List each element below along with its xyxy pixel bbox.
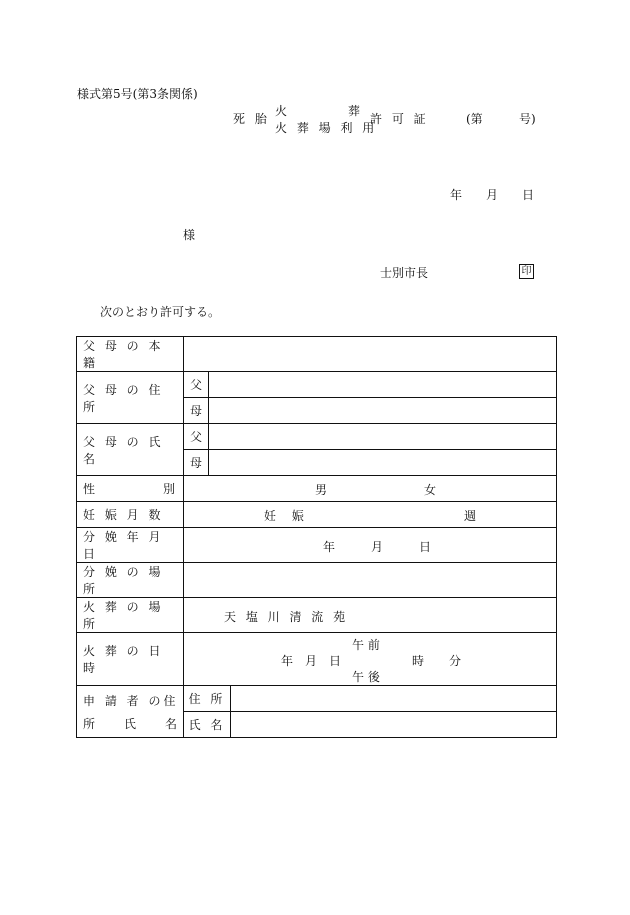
applicant-address-label: 住 所 <box>184 686 231 712</box>
number-open: (第 <box>466 112 483 126</box>
name-father-field[interactable] <box>209 424 557 450</box>
pregnancy-unit: 週 <box>464 509 477 523</box>
address-mother-label: 母 <box>184 398 209 424</box>
pregnancy-prefix: 妊 娠 <box>264 509 304 523</box>
female-option[interactable]: 女 <box>424 483 437 497</box>
addressee-suffix: 様 <box>183 228 196 242</box>
title-top-right: 葬 <box>348 104 361 118</box>
pregnancy-field[interactable] <box>184 502 557 528</box>
intro-text: 次のとおり許可する。 <box>100 305 221 319</box>
form-number: 様式第5号(第3条関係) <box>77 87 198 101</box>
issuer-name: 士別市長 <box>380 266 429 280</box>
name-label: 父 母 の 氏 名 <box>77 424 184 476</box>
applicant-name-field[interactable] <box>231 712 557 738</box>
cremation-place-field[interactable] <box>184 598 557 633</box>
birth-month: 月 <box>371 539 384 554</box>
birth-place-label: 分 娩 の 場 所 <box>77 563 184 598</box>
applicant-label: 申 請 者 の住 所 氏 名 <box>77 686 184 738</box>
date-year: 年 <box>450 188 463 202</box>
birth-day: 日 <box>419 539 432 554</box>
cremation-place-label: 火 葬 の 場 所 <box>77 598 184 633</box>
am-label[interactable]: 午 前 <box>352 638 380 652</box>
name-father-label: 父 <box>184 424 209 450</box>
birth-place-field[interactable] <box>184 563 557 598</box>
title-top-left: 火 <box>275 104 288 118</box>
honseki-label: 父 母 の 本 籍 <box>77 337 184 372</box>
cremation-time-field[interactable] <box>184 633 557 686</box>
birth-date-label: 分 娩 年 月 日 <box>77 528 184 563</box>
number-close: 号) <box>519 112 536 126</box>
cremation-time-label: 火 葬 の 日 時 <box>77 633 184 686</box>
time-min: 分 <box>449 654 462 668</box>
applicant-name-label: 氏 名 <box>184 712 231 738</box>
name-mother-field[interactable] <box>209 450 557 476</box>
birth-date-field[interactable] <box>184 528 557 563</box>
title-bottom: 火 葬 場 利 用 <box>275 121 378 135</box>
permit-form-table <box>76 336 557 738</box>
title-prefix: 死 胎 <box>233 112 270 126</box>
cremation-place-value: 天 塩 川 清 流 苑 <box>224 609 349 624</box>
pregnancy-label: 妊 娠 月 数 <box>77 502 184 528</box>
birth-year: 年 <box>323 539 336 554</box>
time-ymd: 年 月 日 <box>281 654 342 668</box>
time-hour: 時 <box>412 654 425 668</box>
honseki-field[interactable] <box>184 337 557 372</box>
male-option[interactable]: 男 <box>315 483 328 497</box>
date-month: 月 <box>486 188 499 202</box>
date-day: 日 <box>522 188 535 202</box>
seal-stamp: 印 <box>519 264 534 279</box>
sex-field[interactable] <box>184 476 557 502</box>
address-label: 父 母 の 住 所 <box>77 372 184 424</box>
address-father-field[interactable] <box>209 372 557 398</box>
applicant-address-field[interactable] <box>231 686 557 712</box>
title-suffix: 許 可 証 <box>370 112 429 126</box>
pm-label[interactable]: 午 後 <box>352 670 380 684</box>
address-father-label: 父 <box>184 372 209 398</box>
sex-label: 性 別 <box>77 476 184 502</box>
address-mother-field[interactable] <box>209 398 557 424</box>
name-mother-label: 母 <box>184 450 209 476</box>
